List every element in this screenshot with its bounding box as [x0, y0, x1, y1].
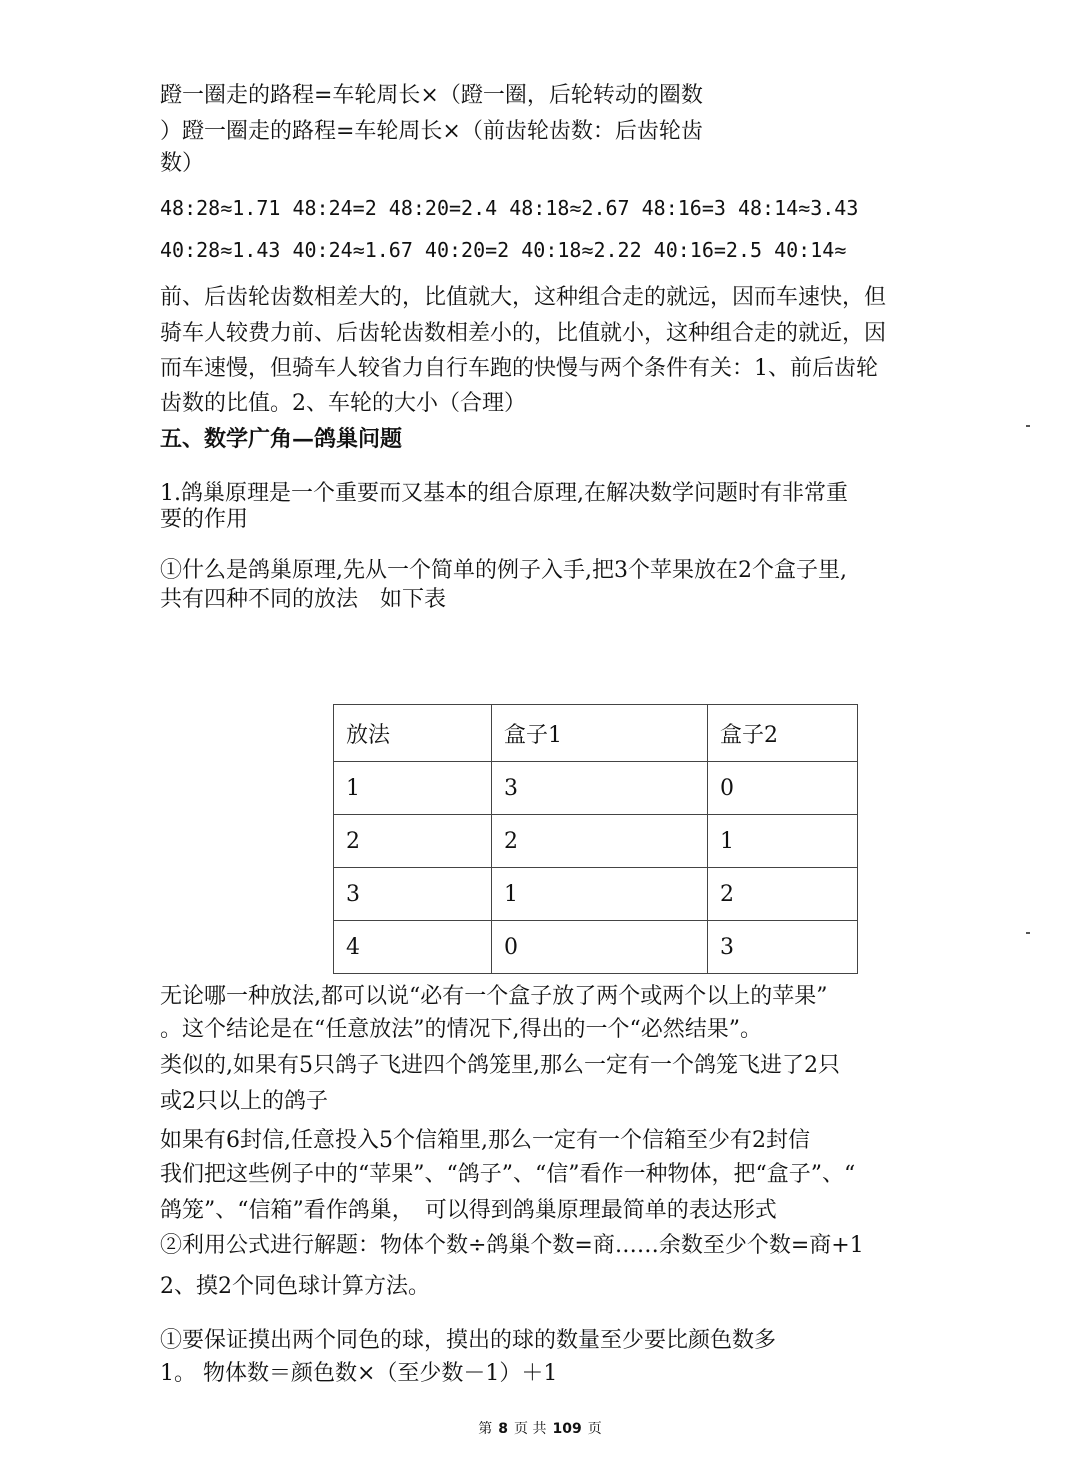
- table-cell: 2: [334, 815, 492, 868]
- table-cell: 2: [708, 868, 858, 921]
- text-line: 。这个结论是在“任意放法”的情况下,得出的一个“必然结果”。: [160, 1017, 762, 1042]
- text-line: ）蹬一圈走的路程=车轮周长×（前齿轮齿数：后齿轮齿: [160, 119, 703, 144]
- text-line: ①什么是鸽巢原理,先从一个简单的例子入手,把3个苹果放在2个盒子里,: [160, 558, 847, 583]
- table-header-cell: 盒子1: [492, 705, 708, 762]
- text-line: 无论哪一种放法,都可以说“必有一个盒子放了两个或两个以上的苹果”: [160, 984, 828, 1009]
- text-line: 如果有6封信,任意投入5个信箱里,那么一定有一个信箱至少有2封信: [160, 1128, 810, 1153]
- table-cell: 0: [708, 762, 858, 815]
- table-cell: 1: [492, 868, 708, 921]
- placement-table: [333, 704, 858, 974]
- text-line: 1。 物体数＝颜色数×（至少数－1）＋1: [160, 1361, 558, 1386]
- text-line: 要的作用: [160, 507, 249, 532]
- table-cell: 0: [492, 921, 708, 974]
- footer-prefix: 第: [478, 1421, 493, 1437]
- table-cell: 2: [492, 815, 708, 868]
- footer-mid: 页 共: [514, 1421, 547, 1437]
- text-line: 蹬一圈走的路程=车轮周长×（蹬一圈，后轮转动的圈数: [160, 83, 703, 108]
- page-footer: [0, 1418, 1080, 1438]
- text-line: 类似的,如果有5只鸽子飞进四个鸽笼里,那么一定有一个鸽笼飞进了2只: [160, 1053, 840, 1078]
- table-cell: 3: [492, 762, 708, 815]
- text-line: 或2只以上的鸽子: [160, 1089, 328, 1114]
- text-line: 前、后齿轮齿数相差大的，比值就大，这种组合走的就远，因而车速快，但: [160, 285, 887, 310]
- text-line: ②利用公式进行解题：物体个数÷鸽巢个数=商……余数至少个数=商+1: [160, 1233, 864, 1258]
- table-header-cell: 盒子2: [708, 705, 858, 762]
- table-row: [334, 815, 858, 868]
- text-line: 数）: [160, 151, 205, 176]
- text-line: 1.鸽巢原理是一个重要而又基本的组合原理,在解决数学问题时有非常重: [160, 481, 848, 506]
- table-header-cell: 放法: [334, 705, 492, 762]
- ratio-line: 40:28≈1.43 40:24≈1.67 40:20=2 40:18≈2.22 40:16=2.5 40:14≈: [160, 238, 847, 262]
- footer-suffix: 页: [587, 1421, 602, 1437]
- text-line: 我们把这些例子中的“苹果”、“鸽子”、“信”看作一种物体，把“盒子”、“: [160, 1162, 856, 1187]
- section-heading: 五、数学广角—鸽巢问题: [160, 426, 403, 452]
- scan-mark: [1026, 932, 1030, 934]
- table-cell: 3: [708, 921, 858, 974]
- text-line: 骑车人较费力前、后齿轮齿数相差小的，比值就小，这种组合走的就近，因: [160, 321, 887, 346]
- text-line: 而车速慢，但骑车人较省力自行车跑的快慢与两个条件有关：1、前后齿轮: [160, 356, 878, 381]
- footer-total-pages: 109: [552, 1421, 582, 1437]
- table-row: [334, 762, 858, 815]
- text-line: 鸽笼”、“信箱”看作鸽巢， 可以得到鸽巢原理最简单的表达形式: [160, 1198, 777, 1223]
- table-cell: 3: [334, 868, 492, 921]
- text-line: 2、摸2个同色球计算方法。: [160, 1274, 430, 1299]
- text-line: ①要保证摸出两个同色的球，摸出的球的数量至少要比颜色数多: [160, 1328, 777, 1353]
- table-row: [334, 921, 858, 974]
- ratio-line: 48:28≈1.71 48:24=2 48:20=2.4 48:18≈2.67 48:16=3 48:14≈3.43: [160, 196, 859, 220]
- scan-mark: [1026, 425, 1030, 427]
- table-cell: 1: [708, 815, 858, 868]
- table-header-row: [334, 705, 858, 762]
- footer-page-number: 8: [498, 1421, 509, 1437]
- text-line: 共有四种不同的放法 如下表: [160, 587, 447, 612]
- table-row: [334, 868, 858, 921]
- table-cell: 1: [334, 762, 492, 815]
- table-cell: 4: [334, 921, 492, 974]
- text-line: 齿数的比值。2、车轮的大小（合理）: [160, 391, 526, 416]
